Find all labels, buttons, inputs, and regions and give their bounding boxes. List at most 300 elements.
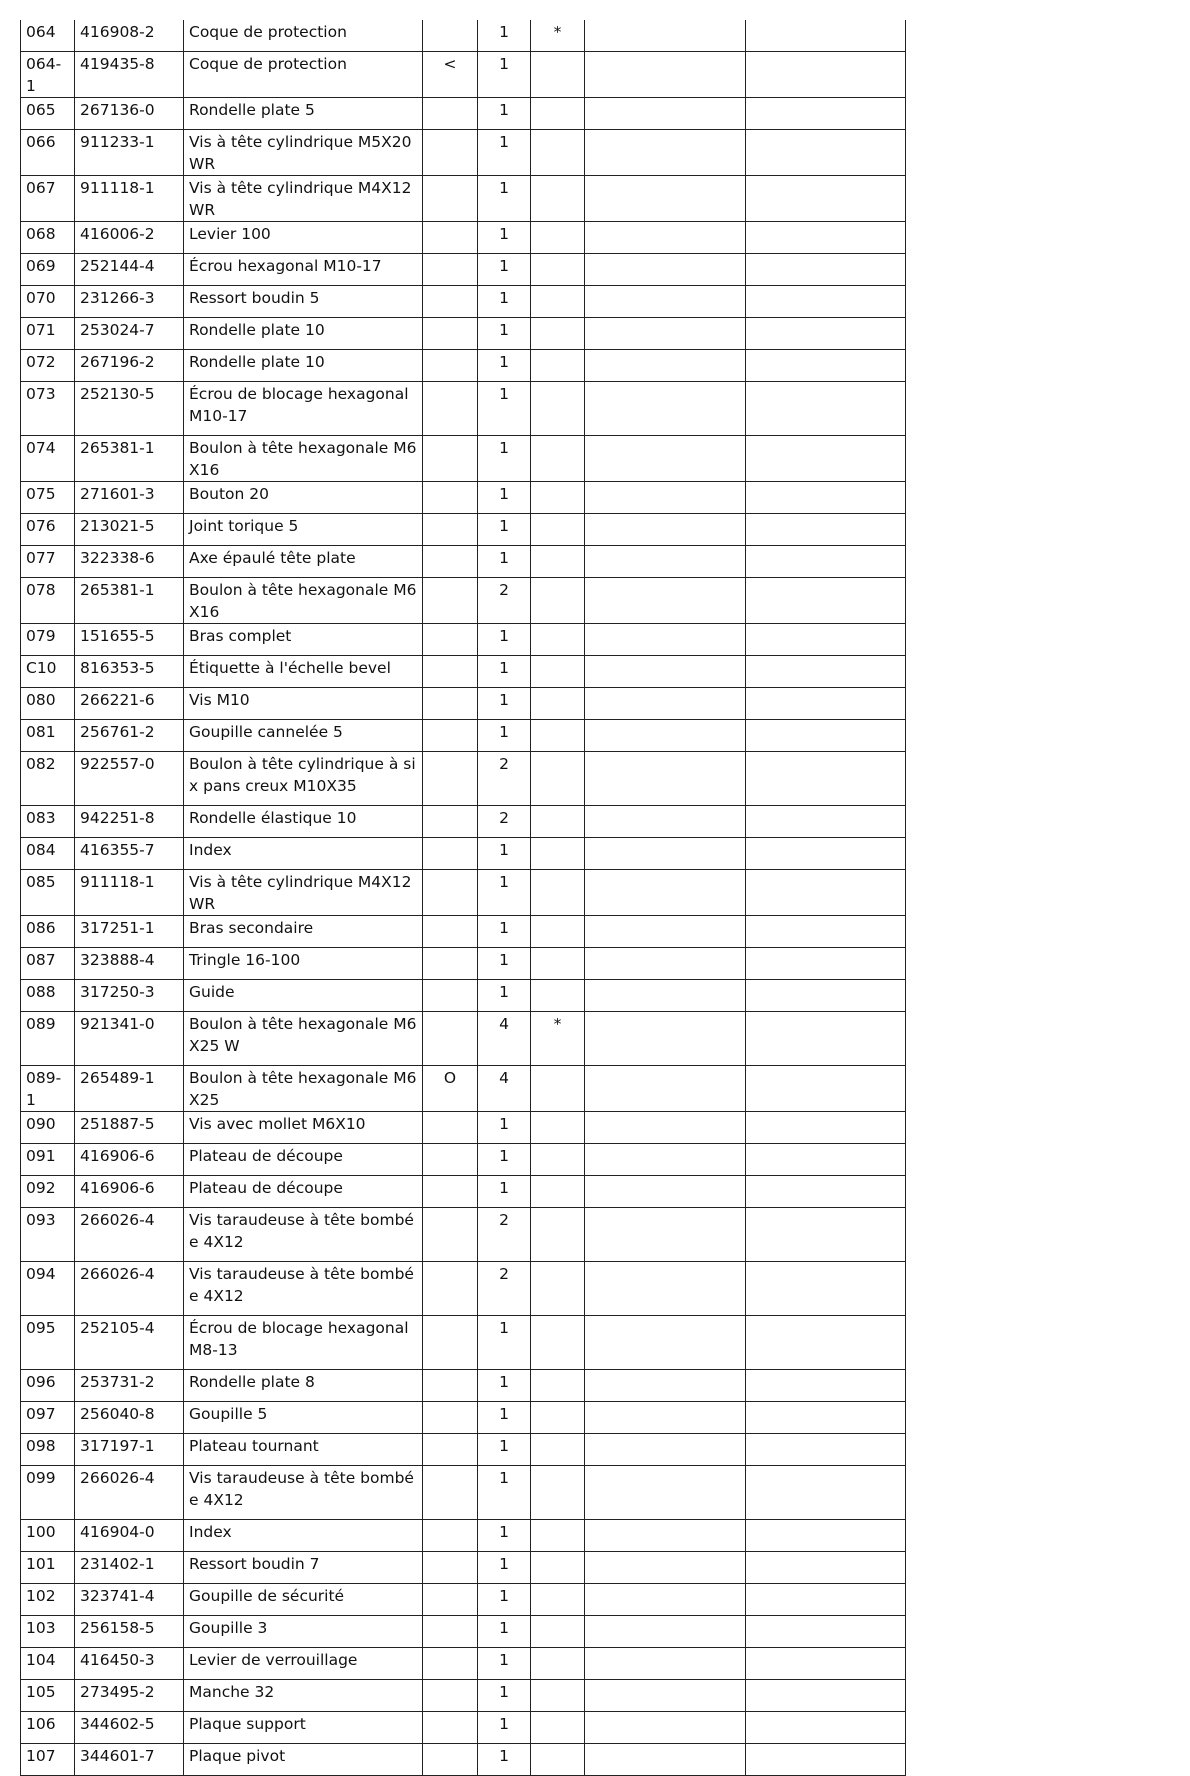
item-number-cell: 066 bbox=[21, 130, 75, 176]
empty-cell bbox=[746, 688, 906, 720]
marker-cell bbox=[423, 688, 478, 720]
note-cell bbox=[531, 1208, 585, 1262]
marker-cell bbox=[423, 1012, 478, 1066]
table-row bbox=[21, 1434, 906, 1466]
note-cell bbox=[531, 1584, 585, 1616]
quantity-cell: 1 bbox=[478, 838, 531, 870]
empty-cell bbox=[746, 318, 906, 350]
note-cell bbox=[531, 286, 585, 318]
quantity-cell: 1 bbox=[478, 1648, 531, 1680]
empty-cell bbox=[585, 1144, 746, 1176]
quantity-cell: 1 bbox=[478, 350, 531, 382]
empty-cell bbox=[746, 1434, 906, 1466]
note-cell bbox=[531, 482, 585, 514]
empty-cell bbox=[585, 1520, 746, 1552]
part-number-cell: 911118-1 bbox=[75, 176, 184, 222]
part-number-cell: 252144-4 bbox=[75, 254, 184, 286]
description-cell: Manche 32 bbox=[184, 1680, 423, 1712]
description-cell: Goupille de sécurité bbox=[184, 1584, 423, 1616]
quantity-cell: 1 bbox=[478, 1434, 531, 1466]
marker-cell bbox=[423, 1316, 478, 1370]
note-cell: * bbox=[531, 1012, 585, 1066]
quantity-cell: 1 bbox=[478, 720, 531, 752]
item-number-cell: 081 bbox=[21, 720, 75, 752]
quantity-cell: 1 bbox=[478, 1316, 531, 1370]
note-cell bbox=[531, 656, 585, 688]
item-number-cell: 069 bbox=[21, 254, 75, 286]
part-number-cell: 416006-2 bbox=[75, 222, 184, 254]
description-cell: Étiquette à l'échelle bevel bbox=[184, 656, 423, 688]
empty-cell bbox=[585, 514, 746, 546]
marker-cell bbox=[423, 1144, 478, 1176]
description-cell: Boulon à tête hexagonale M6X16 bbox=[184, 436, 423, 482]
empty-cell bbox=[746, 624, 906, 656]
item-number-cell: 086 bbox=[21, 916, 75, 948]
empty-cell bbox=[585, 382, 746, 436]
part-number-cell: 251887-5 bbox=[75, 1112, 184, 1144]
description-cell: Guide bbox=[184, 980, 423, 1012]
note-cell bbox=[531, 546, 585, 578]
note-cell bbox=[531, 838, 585, 870]
table-row bbox=[21, 870, 906, 916]
empty-cell bbox=[746, 1466, 906, 1520]
part-number-cell: 266026-4 bbox=[75, 1466, 184, 1520]
empty-cell bbox=[585, 752, 746, 806]
quantity-cell: 1 bbox=[478, 130, 531, 176]
item-number-cell: 107 bbox=[21, 1744, 75, 1776]
marker-cell bbox=[423, 948, 478, 980]
table-row bbox=[21, 222, 906, 254]
quantity-cell: 1 bbox=[478, 624, 531, 656]
empty-cell bbox=[746, 1144, 906, 1176]
item-number-cell: 068 bbox=[21, 222, 75, 254]
table-row bbox=[21, 1744, 906, 1776]
marker-cell bbox=[423, 624, 478, 656]
empty-cell bbox=[746, 870, 906, 916]
note-cell bbox=[531, 578, 585, 624]
empty-cell bbox=[746, 98, 906, 130]
part-number-cell: 265489-1 bbox=[75, 1066, 184, 1112]
table-row bbox=[21, 720, 906, 752]
empty-cell bbox=[585, 720, 746, 752]
note-cell bbox=[531, 1466, 585, 1520]
marker-cell bbox=[423, 318, 478, 350]
marker-cell bbox=[423, 350, 478, 382]
quantity-cell: 1 bbox=[478, 176, 531, 222]
item-number-cell: 092 bbox=[21, 1176, 75, 1208]
empty-cell bbox=[746, 1316, 906, 1370]
marker-cell bbox=[423, 1176, 478, 1208]
table-row bbox=[21, 1466, 906, 1520]
empty-cell bbox=[746, 52, 906, 98]
quantity-cell: 1 bbox=[478, 52, 531, 98]
marker-cell bbox=[423, 838, 478, 870]
note-cell bbox=[531, 222, 585, 254]
empty-cell bbox=[746, 286, 906, 318]
description-cell: Boulon à tête cylindrique à six pans creux M10X35 bbox=[184, 752, 423, 806]
part-number-cell: 911233-1 bbox=[75, 130, 184, 176]
empty-cell bbox=[746, 1112, 906, 1144]
note-cell bbox=[531, 1680, 585, 1712]
marker-cell bbox=[423, 1712, 478, 1744]
quantity-cell: 1 bbox=[478, 1402, 531, 1434]
parts-table-body bbox=[21, 20, 906, 1776]
empty-cell bbox=[746, 1616, 906, 1648]
note-cell bbox=[531, 980, 585, 1012]
empty-cell bbox=[746, 1012, 906, 1066]
table-row bbox=[21, 176, 906, 222]
description-cell: Bouton 20 bbox=[184, 482, 423, 514]
empty-cell bbox=[746, 1584, 906, 1616]
part-number-cell: 317250-3 bbox=[75, 980, 184, 1012]
description-cell: Plateau de découpe bbox=[184, 1176, 423, 1208]
item-number-cell: 103 bbox=[21, 1616, 75, 1648]
quantity-cell: 1 bbox=[478, 318, 531, 350]
item-number-cell: 088 bbox=[21, 980, 75, 1012]
table-row bbox=[21, 382, 906, 436]
description-cell: Boulon à tête hexagonale M6X25 bbox=[184, 1066, 423, 1112]
table-row bbox=[21, 1176, 906, 1208]
note-cell bbox=[531, 350, 585, 382]
description-cell: Vis avec mollet M6X10 bbox=[184, 1112, 423, 1144]
item-number-cell: 104 bbox=[21, 1648, 75, 1680]
marker-cell bbox=[423, 752, 478, 806]
marker-cell bbox=[423, 1552, 478, 1584]
note-cell bbox=[531, 1262, 585, 1316]
note-cell bbox=[531, 806, 585, 838]
empty-cell bbox=[585, 838, 746, 870]
table-row bbox=[21, 1066, 906, 1112]
part-number-cell: 317251-1 bbox=[75, 916, 184, 948]
empty-cell bbox=[585, 546, 746, 578]
empty-cell bbox=[746, 514, 906, 546]
quantity-cell: 1 bbox=[478, 222, 531, 254]
empty-cell bbox=[746, 254, 906, 286]
marker-cell bbox=[423, 514, 478, 546]
table-row bbox=[21, 1520, 906, 1552]
quantity-cell: 1 bbox=[478, 1144, 531, 1176]
marker-cell bbox=[423, 176, 478, 222]
description-cell: Vis taraudeuse à tête bombée 4X12 bbox=[184, 1466, 423, 1520]
description-cell: Vis à tête cylindrique M5X20 WR bbox=[184, 130, 423, 176]
description-cell: Joint torique 5 bbox=[184, 514, 423, 546]
empty-cell bbox=[585, 948, 746, 980]
marker-cell bbox=[423, 1112, 478, 1144]
marker-cell bbox=[423, 806, 478, 838]
part-number-cell: 267136-0 bbox=[75, 98, 184, 130]
marker-cell bbox=[423, 578, 478, 624]
marker-cell bbox=[423, 916, 478, 948]
empty-cell bbox=[585, 1680, 746, 1712]
empty-cell bbox=[585, 916, 746, 948]
empty-cell bbox=[585, 350, 746, 382]
note-cell bbox=[531, 1144, 585, 1176]
parts-list-table bbox=[20, 20, 906, 1776]
empty-cell bbox=[746, 1744, 906, 1776]
marker-cell bbox=[423, 1402, 478, 1434]
description-cell: Vis à tête cylindrique M4X12 WR bbox=[184, 176, 423, 222]
quantity-cell: 1 bbox=[478, 482, 531, 514]
table-row bbox=[21, 130, 906, 176]
note-cell bbox=[531, 98, 585, 130]
description-cell: Plateau tournant bbox=[184, 1434, 423, 1466]
quantity-cell: 1 bbox=[478, 436, 531, 482]
note-cell bbox=[531, 1066, 585, 1112]
marker-cell: O bbox=[423, 1066, 478, 1112]
marker-cell bbox=[423, 382, 478, 436]
empty-cell bbox=[746, 656, 906, 688]
table-row bbox=[21, 1144, 906, 1176]
empty-cell bbox=[585, 656, 746, 688]
empty-cell bbox=[585, 130, 746, 176]
empty-cell bbox=[585, 20, 746, 52]
description-cell: Rondelle plate 10 bbox=[184, 318, 423, 350]
table-row bbox=[21, 578, 906, 624]
note-cell bbox=[531, 382, 585, 436]
table-row bbox=[21, 254, 906, 286]
item-number-cell: 074 bbox=[21, 436, 75, 482]
quantity-cell: 4 bbox=[478, 1066, 531, 1112]
part-number-cell: 253731-2 bbox=[75, 1370, 184, 1402]
empty-cell bbox=[585, 1370, 746, 1402]
description-cell: Axe épaulé tête plate bbox=[184, 546, 423, 578]
table-row bbox=[21, 20, 906, 52]
part-number-cell: 271601-3 bbox=[75, 482, 184, 514]
note-cell bbox=[531, 720, 585, 752]
quantity-cell: 1 bbox=[478, 1552, 531, 1584]
part-number-cell: 344602-5 bbox=[75, 1712, 184, 1744]
item-number-cell: 082 bbox=[21, 752, 75, 806]
part-number-cell: 231266-3 bbox=[75, 286, 184, 318]
description-cell: Ressort boudin 5 bbox=[184, 286, 423, 318]
description-cell: Rondelle plate 10 bbox=[184, 350, 423, 382]
table-row bbox=[21, 752, 906, 806]
quantity-cell: 2 bbox=[478, 806, 531, 838]
empty-cell bbox=[746, 176, 906, 222]
note-cell bbox=[531, 318, 585, 350]
part-number-cell: 922557-0 bbox=[75, 752, 184, 806]
table-row bbox=[21, 482, 906, 514]
item-number-cell: 075 bbox=[21, 482, 75, 514]
quantity-cell: 1 bbox=[478, 1616, 531, 1648]
empty-cell bbox=[746, 1648, 906, 1680]
description-cell: Écrou de blocage hexagonal M10-17 bbox=[184, 382, 423, 436]
empty-cell bbox=[746, 1066, 906, 1112]
empty-cell bbox=[585, 222, 746, 254]
table-row bbox=[21, 1712, 906, 1744]
item-number-cell: 087 bbox=[21, 948, 75, 980]
table-row bbox=[21, 1370, 906, 1402]
quantity-cell: 1 bbox=[478, 286, 531, 318]
empty-cell bbox=[746, 720, 906, 752]
empty-cell bbox=[585, 1648, 746, 1680]
table-row bbox=[21, 948, 906, 980]
table-row bbox=[21, 52, 906, 98]
description-cell: Goupille 5 bbox=[184, 1402, 423, 1434]
marker-cell bbox=[423, 98, 478, 130]
item-number-cell: 101 bbox=[21, 1552, 75, 1584]
marker-cell bbox=[423, 20, 478, 52]
empty-cell bbox=[585, 482, 746, 514]
quantity-cell: 1 bbox=[478, 98, 531, 130]
note-cell bbox=[531, 436, 585, 482]
table-row bbox=[21, 1208, 906, 1262]
item-number-cell: 095 bbox=[21, 1316, 75, 1370]
empty-cell bbox=[585, 176, 746, 222]
empty-cell bbox=[746, 222, 906, 254]
quantity-cell: 1 bbox=[478, 1520, 531, 1552]
part-number-cell: 213021-5 bbox=[75, 514, 184, 546]
empty-cell bbox=[746, 838, 906, 870]
table-row bbox=[21, 980, 906, 1012]
quantity-cell: 2 bbox=[478, 578, 531, 624]
table-row bbox=[21, 1012, 906, 1066]
empty-cell bbox=[746, 1552, 906, 1584]
empty-cell bbox=[746, 578, 906, 624]
part-number-cell: 921341-0 bbox=[75, 1012, 184, 1066]
empty-cell bbox=[585, 578, 746, 624]
part-number-cell: 252105-4 bbox=[75, 1316, 184, 1370]
part-number-cell: 256158-5 bbox=[75, 1616, 184, 1648]
item-number-cell: 089-1 bbox=[21, 1066, 75, 1112]
description-cell: Tringle 16-100 bbox=[184, 948, 423, 980]
item-number-cell: 084 bbox=[21, 838, 75, 870]
empty-cell bbox=[585, 1208, 746, 1262]
marker-cell bbox=[423, 1208, 478, 1262]
description-cell: Plaque support bbox=[184, 1712, 423, 1744]
description-cell: Levier de verrouillage bbox=[184, 1648, 423, 1680]
quantity-cell: 4 bbox=[478, 1012, 531, 1066]
empty-cell bbox=[746, 980, 906, 1012]
part-number-cell: 344601-7 bbox=[75, 1744, 184, 1776]
marker-cell bbox=[423, 870, 478, 916]
marker-cell bbox=[423, 1584, 478, 1616]
empty-cell bbox=[585, 1552, 746, 1584]
item-number-cell: 077 bbox=[21, 546, 75, 578]
note-cell bbox=[531, 1712, 585, 1744]
empty-cell bbox=[585, 1316, 746, 1370]
description-cell: Coque de protection bbox=[184, 52, 423, 98]
empty-cell bbox=[585, 254, 746, 286]
table-row bbox=[21, 1402, 906, 1434]
empty-cell bbox=[585, 1402, 746, 1434]
empty-cell bbox=[746, 948, 906, 980]
item-number-cell: 078 bbox=[21, 578, 75, 624]
part-number-cell: 416450-3 bbox=[75, 1648, 184, 1680]
part-number-cell: 256761-2 bbox=[75, 720, 184, 752]
part-number-cell: 266026-4 bbox=[75, 1208, 184, 1262]
table-row bbox=[21, 350, 906, 382]
marker-cell bbox=[423, 1466, 478, 1520]
part-number-cell: 323741-4 bbox=[75, 1584, 184, 1616]
empty-cell bbox=[746, 382, 906, 436]
note-cell bbox=[531, 948, 585, 980]
part-number-cell: 416355-7 bbox=[75, 838, 184, 870]
quantity-cell: 1 bbox=[478, 1744, 531, 1776]
empty-cell bbox=[585, 1712, 746, 1744]
marker-cell bbox=[423, 1370, 478, 1402]
item-number-cell: 067 bbox=[21, 176, 75, 222]
marker-cell bbox=[423, 482, 478, 514]
table-row bbox=[21, 1584, 906, 1616]
empty-cell bbox=[585, 436, 746, 482]
description-cell: Plaque pivot bbox=[184, 1744, 423, 1776]
part-number-cell: 416904-0 bbox=[75, 1520, 184, 1552]
item-number-cell: 064 bbox=[21, 20, 75, 52]
note-cell bbox=[531, 1434, 585, 1466]
empty-cell bbox=[585, 1434, 746, 1466]
empty-cell bbox=[585, 318, 746, 350]
quantity-cell: 1 bbox=[478, 1680, 531, 1712]
item-number-cell: 106 bbox=[21, 1712, 75, 1744]
empty-cell bbox=[585, 870, 746, 916]
marker-cell bbox=[423, 286, 478, 318]
empty-cell bbox=[585, 1584, 746, 1616]
table-row bbox=[21, 1316, 906, 1370]
part-number-cell: 416906-6 bbox=[75, 1176, 184, 1208]
marker-cell bbox=[423, 436, 478, 482]
empty-cell bbox=[746, 1402, 906, 1434]
description-cell: Écrou hexagonal M10-17 bbox=[184, 254, 423, 286]
table-row bbox=[21, 436, 906, 482]
part-number-cell: 253024-7 bbox=[75, 318, 184, 350]
quantity-cell: 1 bbox=[478, 1176, 531, 1208]
description-cell: Ressort boudin 7 bbox=[184, 1552, 423, 1584]
note-cell bbox=[531, 1552, 585, 1584]
item-number-cell: 076 bbox=[21, 514, 75, 546]
item-number-cell: 064-1 bbox=[21, 52, 75, 98]
item-number-cell: 105 bbox=[21, 1680, 75, 1712]
note-cell bbox=[531, 1402, 585, 1434]
quantity-cell: 1 bbox=[478, 916, 531, 948]
part-number-cell: 265381-1 bbox=[75, 578, 184, 624]
empty-cell bbox=[585, 1616, 746, 1648]
marker-cell bbox=[423, 1520, 478, 1552]
item-number-cell: 094 bbox=[21, 1262, 75, 1316]
quantity-cell: 1 bbox=[478, 382, 531, 436]
item-number-cell: 083 bbox=[21, 806, 75, 838]
marker-cell bbox=[423, 254, 478, 286]
quantity-cell: 1 bbox=[478, 1712, 531, 1744]
marker-cell bbox=[423, 980, 478, 1012]
note-cell bbox=[531, 870, 585, 916]
table-row bbox=[21, 546, 906, 578]
description-cell: Bras secondaire bbox=[184, 916, 423, 948]
marker-cell bbox=[423, 720, 478, 752]
table-row bbox=[21, 838, 906, 870]
marker-cell bbox=[423, 130, 478, 176]
table-row bbox=[21, 98, 906, 130]
item-number-cell: 070 bbox=[21, 286, 75, 318]
table-row bbox=[21, 806, 906, 838]
item-number-cell: 096 bbox=[21, 1370, 75, 1402]
quantity-cell: 2 bbox=[478, 1262, 531, 1316]
quantity-cell: 1 bbox=[478, 980, 531, 1012]
item-number-cell: 073 bbox=[21, 382, 75, 436]
part-number-cell: 265381-1 bbox=[75, 436, 184, 482]
empty-cell bbox=[746, 546, 906, 578]
note-cell bbox=[531, 1616, 585, 1648]
description-cell: Vis M10 bbox=[184, 688, 423, 720]
description-cell: Vis taraudeuse à tête bombée 4X12 bbox=[184, 1208, 423, 1262]
quantity-cell: 1 bbox=[478, 1584, 531, 1616]
description-cell: Goupille cannelée 5 bbox=[184, 720, 423, 752]
description-cell: Plateau de découpe bbox=[184, 1144, 423, 1176]
empty-cell bbox=[585, 1744, 746, 1776]
empty-cell bbox=[585, 98, 746, 130]
empty-cell bbox=[585, 1176, 746, 1208]
marker-cell: < bbox=[423, 52, 478, 98]
